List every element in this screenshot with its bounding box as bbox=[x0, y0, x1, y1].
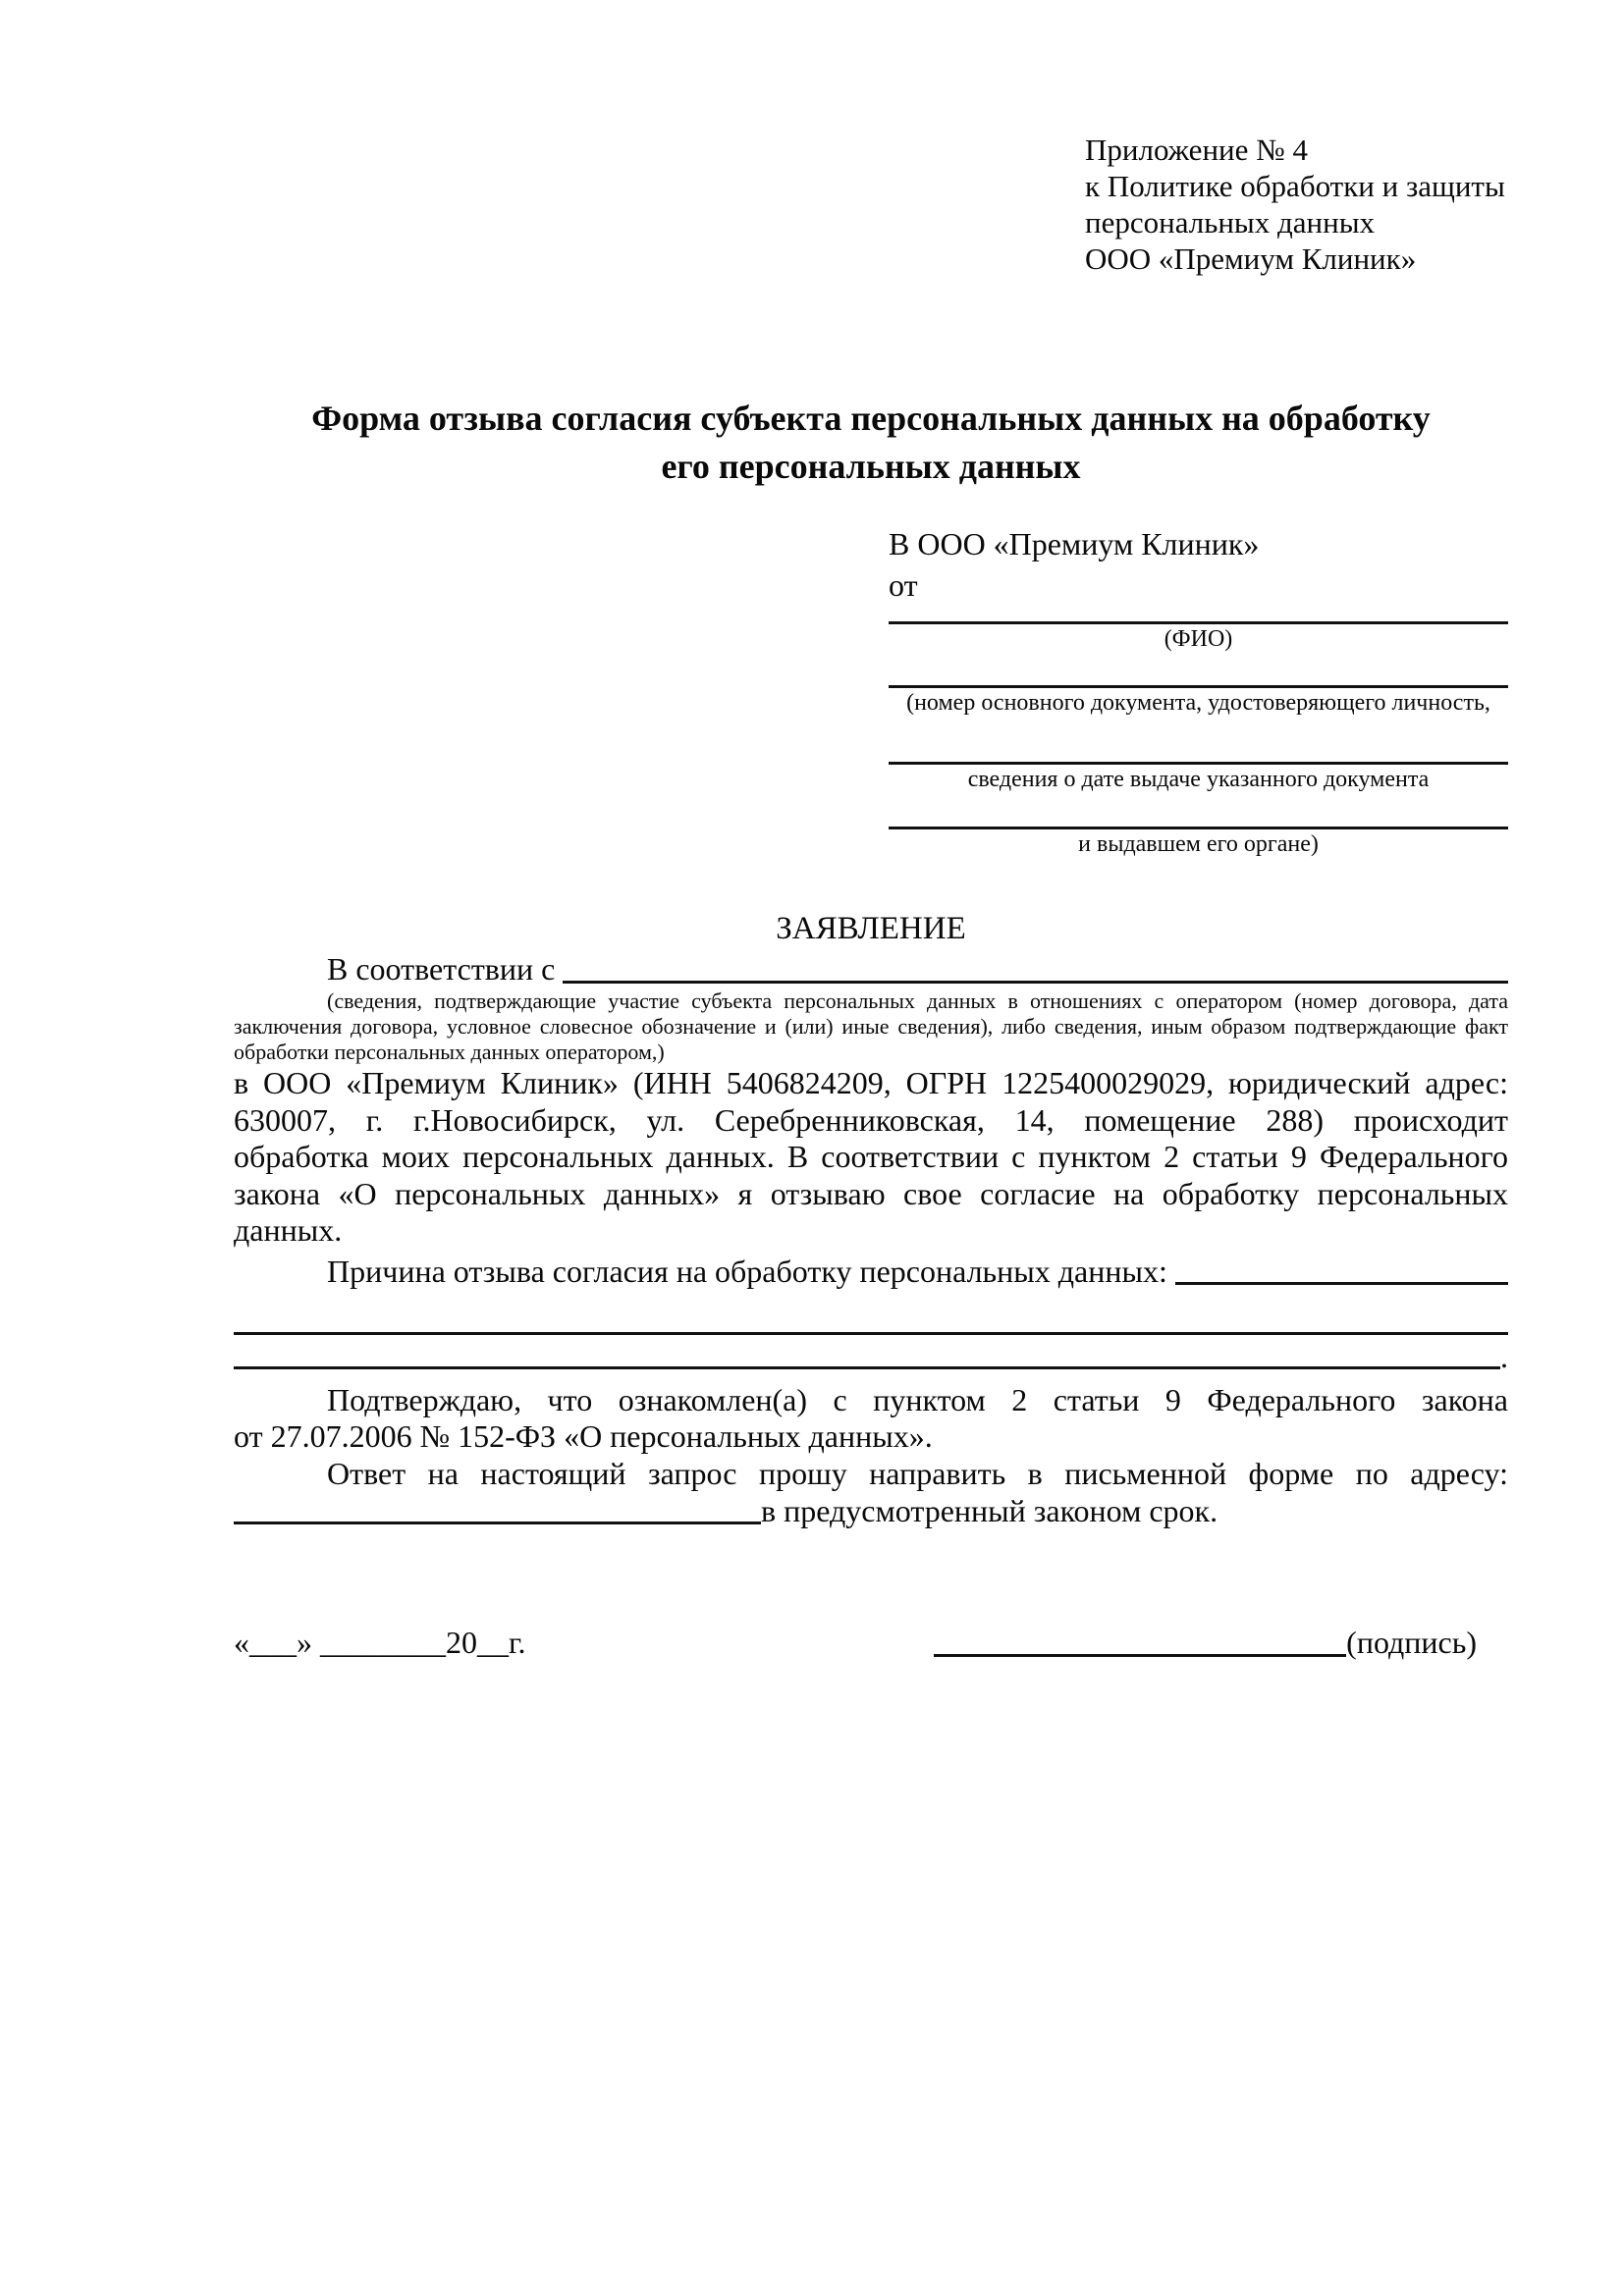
issue-date-label: сведения о дате выдаче указанного документа bbox=[967, 767, 1430, 792]
body-paragraph bbox=[234, 1065, 1508, 1250]
reason-label: Причина отзыва согласия на обработку персональных данных: bbox=[327, 1253, 1175, 1289]
appendix-line: Приложение № 4 bbox=[1085, 133, 1308, 167]
statement-heading: ЗАЯВЛЕНИЕ bbox=[776, 911, 966, 946]
appendix-line: ООО «Премиум Клиник» bbox=[1085, 241, 1417, 276]
body-line: обработка моих персональных данных. В соответствии с пунктом 2 статьи 9 Федерального bbox=[234, 1139, 1508, 1174]
document-content bbox=[234, 0, 1508, 1662]
body-line: в ООО «Премиум Клиник» (ИНН 5406824209, ОГРН 1225400029029, юридический адрес: bbox=[234, 1065, 1508, 1100]
appendix-line: к Политике обработки и защиты bbox=[1085, 169, 1505, 203]
issue-date-blank-line bbox=[889, 718, 1508, 765]
appendix-reference bbox=[1085, 132, 1508, 277]
confirmation-line: Подтверждаю, что ознакомлен(а) с пунктом 2 статьи 9 Федерального закона bbox=[327, 1381, 1508, 1417]
reason-blank-line-2 bbox=[234, 1332, 1508, 1335]
issuing-authority-blank-line bbox=[889, 794, 1508, 829]
basis-blank-line bbox=[563, 981, 1508, 984]
signature-group bbox=[934, 1623, 1477, 1662]
footnote-text bbox=[234, 988, 1508, 1065]
address-blank-line bbox=[234, 1522, 761, 1524]
fio-blank-line bbox=[889, 606, 1508, 624]
date-field: «___» ________20__г. bbox=[234, 1625, 526, 1660]
signature-label: (подпись) bbox=[1346, 1625, 1477, 1660]
document-number-label: (номер основного документа, удостоверяющего личность, bbox=[906, 690, 1490, 716]
addressee-to: В ООО «Премиум Клиник» bbox=[889, 526, 1260, 561]
reason-continuation-row bbox=[234, 1340, 1508, 1374]
period-text: . bbox=[1500, 1338, 1508, 1374]
intro-row bbox=[234, 949, 1508, 988]
body-line: закона «О персональных данных» я отзываю свое согласие на обработку персональных bbox=[234, 1175, 1508, 1211]
footnote-line: заключения договора, условное словесное обозначение и (или) иные сведения), либо сведения, иным образом подтверждающие факт bbox=[234, 1014, 1508, 1039]
body-line: данных. bbox=[234, 1212, 343, 1248]
footer-row bbox=[234, 1623, 1508, 1662]
reason-continuation-row bbox=[234, 1305, 1508, 1340]
footnote-line: обработки персональных данных оператором,) bbox=[234, 1040, 665, 1064]
signature-blank-line bbox=[934, 1654, 1346, 1657]
document-title bbox=[234, 395, 1508, 491]
body-line: 630007, г. г.Новосибирск, ул. Серебренниковская, 14, помещение 288) происходит bbox=[234, 1101, 1508, 1138]
fio-label: (ФИО) bbox=[1164, 626, 1233, 652]
addressee-block bbox=[889, 523, 1508, 859]
document-number-blank-line bbox=[889, 654, 1508, 688]
title-line: его персональных данных bbox=[661, 447, 1081, 486]
addressee-from: от bbox=[889, 567, 918, 603]
reason-blank-line bbox=[1175, 1282, 1508, 1285]
reason-blank-line-3 bbox=[234, 1366, 1500, 1369]
reply-address-row bbox=[234, 1492, 1508, 1529]
issuing-authority-label: и выдавшем его органе) bbox=[1078, 831, 1319, 857]
confirmation-line: от 27.07.2006 № 152-ФЗ «О персональных данных». bbox=[234, 1418, 933, 1454]
reply-paragraph bbox=[234, 1456, 1508, 1493]
confirmation-paragraph bbox=[234, 1382, 1508, 1456]
reply-suffix-text: в предусмотренный законом срок. bbox=[761, 1493, 1218, 1528]
appendix-line: персональных данных bbox=[1085, 205, 1376, 240]
reply-line: Ответ на настоящий запрос прошу направить в письменной форме по адресу: bbox=[327, 1455, 1508, 1491]
reason-row bbox=[234, 1253, 1508, 1290]
footnote-line: (сведения, подтверждающие участие субъекта персональных данных в отношениях с оператором (номер договора, дата bbox=[327, 988, 1508, 1013]
title-line: Форма отзыва согласия субъекта персональных данных на обработку bbox=[311, 399, 1431, 438]
intro-text: В соответствии с bbox=[327, 951, 564, 987]
